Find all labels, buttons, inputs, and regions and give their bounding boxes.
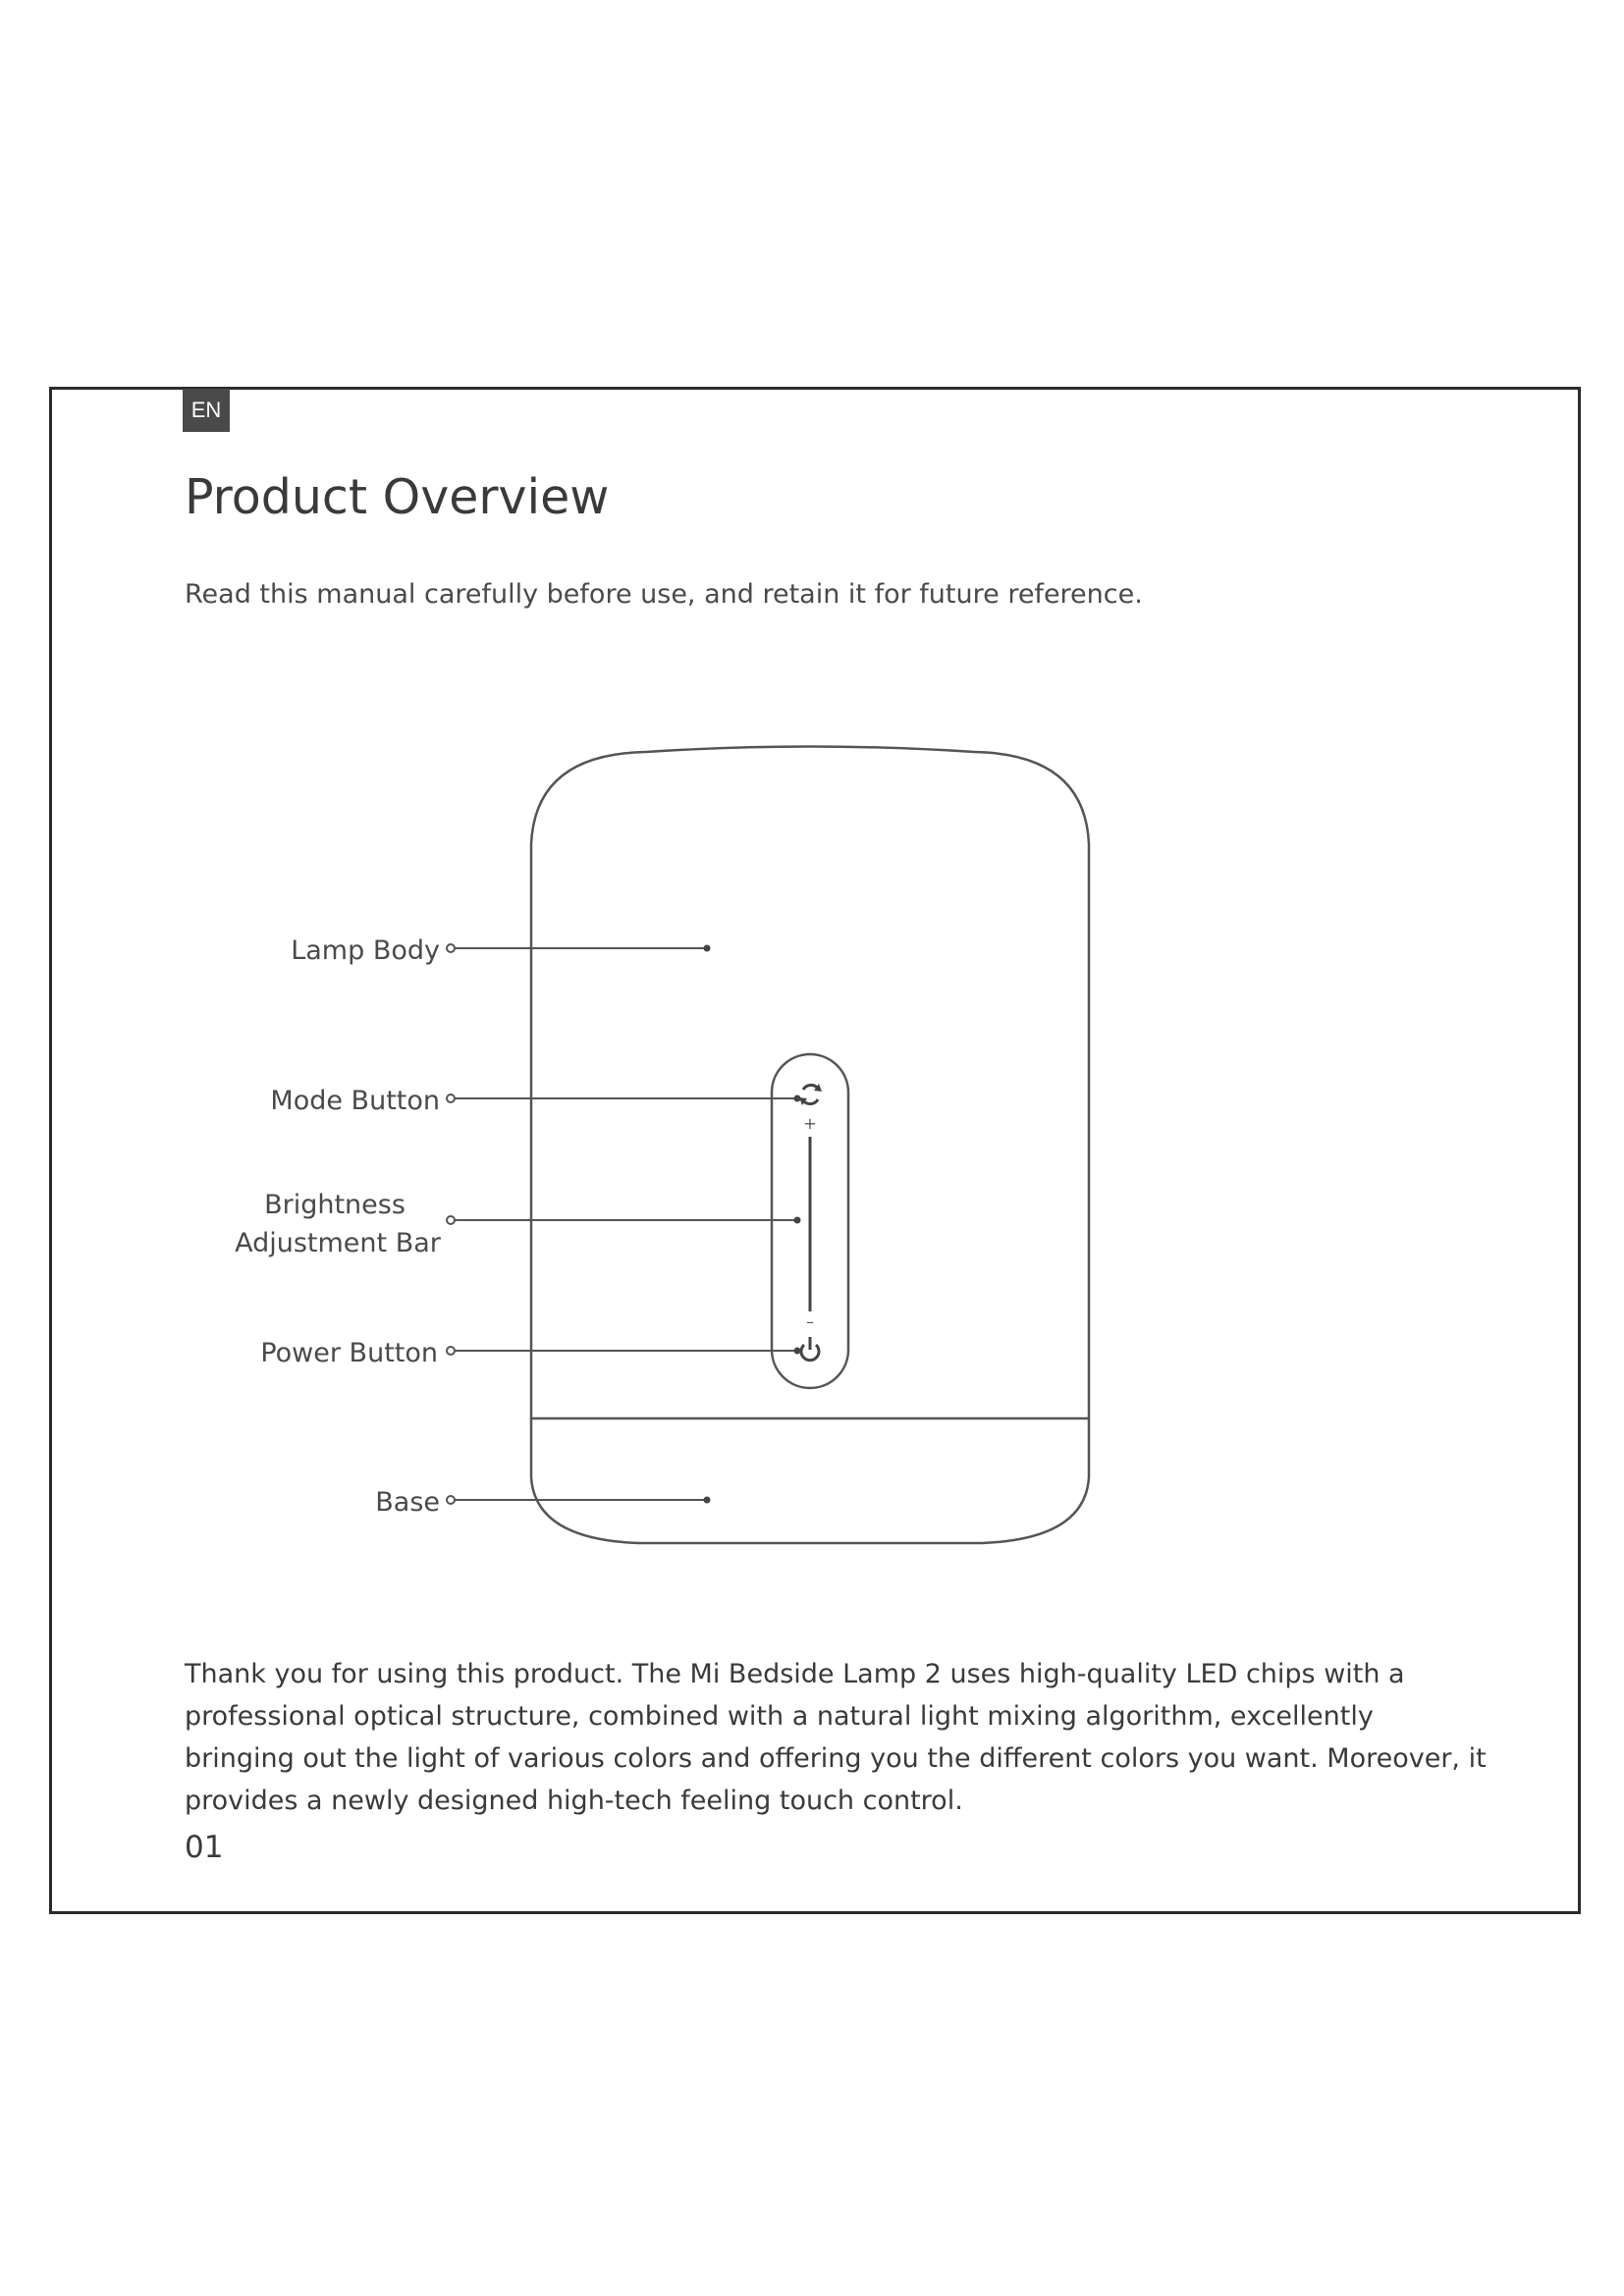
lamp-base-outline (531, 1418, 1089, 1543)
brightness-label-line1: Brightness (264, 1190, 406, 1220)
power-button-callout-start (447, 1347, 455, 1355)
mode-button-callout-end (794, 1095, 801, 1102)
brightness-minus-mark: – (806, 1312, 814, 1331)
lamp-body-callout-end (704, 945, 711, 952)
language-tag: EN (183, 389, 230, 432)
base-callout-start (447, 1496, 455, 1504)
base-label: Base (375, 1487, 440, 1518)
page-number: 01 (185, 1830, 224, 1865)
lamp-body-label: Lamp Body (291, 935, 440, 966)
brightness-label-line2: Adjustment Bar (235, 1228, 441, 1258)
brightness-plus-mark: + (803, 1114, 817, 1133)
refresh-icon (799, 1084, 822, 1105)
power-icon (801, 1337, 819, 1361)
brightness-callout-start (447, 1216, 455, 1224)
mode-button-callout-start (447, 1095, 455, 1102)
page-subtitle: Read this manual carefully before use, and retain it for future reference. (185, 579, 1143, 610)
page-title: Product Overview (185, 469, 610, 525)
power-button-callout-end (794, 1348, 801, 1355)
intro-paragraph: Thank you for using this product. The Mi Bedside Lamp 2 uses high-quality LED chips with a professional optical structure, combined with a natural light mixing algorithm, excellently bringing out the light of various colors and offering you the different colors you want. Moreover, it provides a newly designed high-tech feeling touch control. (185, 1659, 1487, 1816)
lamp-body-callout-start (447, 944, 455, 952)
base-callout-end (704, 1497, 711, 1504)
brightness-callout-end (794, 1217, 801, 1224)
power-button-label: Power Button (260, 1338, 438, 1368)
mode-button-label: Mode Button (270, 1086, 440, 1116)
